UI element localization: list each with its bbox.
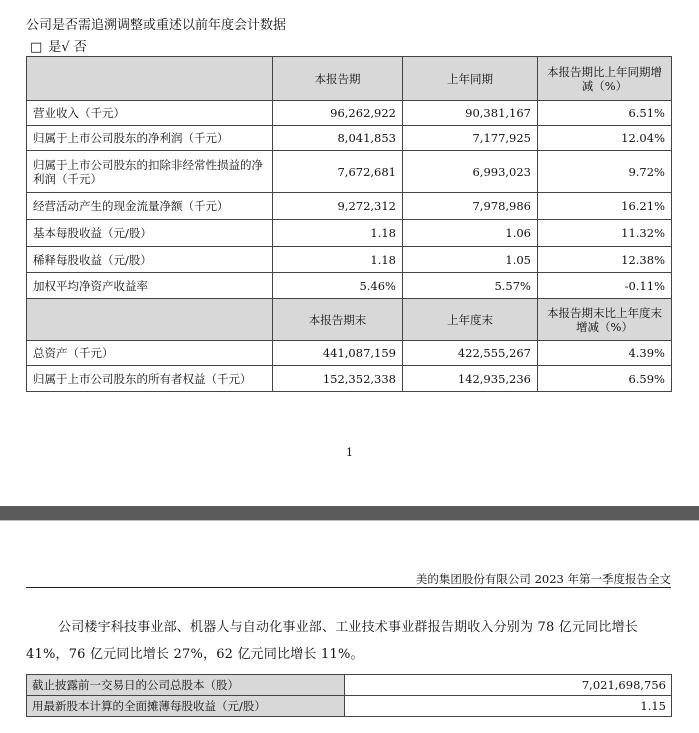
cell-current: 7,672,681 <box>273 151 403 193</box>
cell-current: 152,352,338 <box>273 366 403 392</box>
page-separator-line <box>0 520 699 521</box>
header-cell <box>27 299 273 341</box>
restatement-question: 公司是否需追溯调整或重述以前年度会计数据 <box>26 18 287 33</box>
cell-current: 8,041,853 <box>273 126 403 151</box>
cell-change: 6.59% <box>538 366 672 392</box>
page-separator <box>0 506 699 520</box>
header-cell: 上年度末 <box>403 299 538 341</box>
cell-current: 1.18 <box>273 220 403 247</box>
cell-change: 6.51% <box>538 101 672 126</box>
cell-current: 441,087,159 <box>273 341 403 366</box>
cell-change: 11.32% <box>538 220 672 247</box>
cell-prior: 142,935,236 <box>403 366 538 392</box>
cell-prior: 7,177,925 <box>403 126 538 151</box>
cell-current: 9,272,312 <box>273 193 403 220</box>
cell-change: 12.04% <box>538 126 672 151</box>
cell-change: 4.39% <box>538 341 672 366</box>
cell-change: 9.72% <box>538 151 672 193</box>
table-row <box>27 366 672 392</box>
table-row <box>27 151 672 193</box>
table-row <box>27 247 672 273</box>
row-label: 用最新股本计算的全面摊薄每股收益（元/股） <box>27 696 345 717</box>
report-header: 美的集团股份有限公司 2023 年第一季度报告全文 <box>415 572 671 586</box>
cell-prior: 1.06 <box>403 220 538 247</box>
cell-prior: 1.05 <box>403 247 538 273</box>
row-label: 加权平均净资产收益率 <box>27 273 273 299</box>
row-label: 营业收入（千元） <box>27 101 273 126</box>
check-mark-icon: √ <box>61 40 70 55</box>
financial-data-table <box>26 56 672 392</box>
cell-change: -0.11% <box>538 273 672 299</box>
header-cell: 上年同期 <box>403 57 538 101</box>
table-row <box>27 220 672 247</box>
row-label: 总资产（千元） <box>27 341 273 366</box>
cell-current: 1.18 <box>273 247 403 273</box>
header-rule <box>26 587 671 588</box>
cell-current: 96,262,922 <box>273 101 403 126</box>
checkbox-empty-icon: □ <box>30 40 43 55</box>
row-label: 经营活动产生的现金流量净额（千元） <box>27 193 273 220</box>
restatement-answer <box>30 36 87 55</box>
table-row <box>27 675 672 696</box>
row-label: 归属于上市公司股东的净利润（千元） <box>27 126 273 151</box>
table-row <box>27 126 672 151</box>
cell-prior: 7,978,986 <box>403 193 538 220</box>
row-label: 截止披露前一交易日的公司总股本（股） <box>27 675 345 696</box>
row-label: 基本每股收益（元/股） <box>27 220 273 247</box>
cell-change: 12.38% <box>538 247 672 273</box>
cell-prior: 422,555,267 <box>403 341 538 366</box>
table-header-row <box>27 57 672 101</box>
cell-change: 16.21% <box>538 193 672 220</box>
no-label: 否 <box>73 40 87 55</box>
header-cell: 本报告期末比上年度末增减（%） <box>538 299 672 341</box>
cell-prior: 6,993,023 <box>403 151 538 193</box>
cell-prior: 90,381,167 <box>403 101 538 126</box>
cell-current: 5.46% <box>273 273 403 299</box>
table-header-row <box>27 299 672 341</box>
table-row <box>27 193 672 220</box>
header-cell: 本报告期比上年同期增减（%） <box>538 57 672 101</box>
header-cell: 本报告期末 <box>273 299 403 341</box>
row-value: 7,021,698,756 <box>345 675 672 696</box>
row-label: 稀释每股收益（元/股） <box>27 247 273 273</box>
table-row <box>27 273 672 299</box>
page-number: 1 <box>346 446 353 459</box>
table-row <box>27 341 672 366</box>
table-row <box>27 101 672 126</box>
cell-prior: 5.57% <box>403 273 538 299</box>
paragraph-line: 公司楼宇科技事业部、机器人与自动化事业部、工业技术事业群报告期收入分别为 78 亿元同比增长 <box>58 620 639 635</box>
row-value: 1.15 <box>345 696 672 717</box>
header-cell: 本报告期 <box>273 57 403 101</box>
row-label: 归属于上市公司股东的所有者权益（千元） <box>27 366 273 392</box>
yes-label: 是 <box>48 40 62 55</box>
share-capital-table <box>26 674 672 717</box>
row-label: 归属于上市公司股东的扣除非经常性损益的净利润（千元） <box>27 151 273 193</box>
paragraph-line: 41%，76 亿元同比增长 27%，62 亿元同比增长 11%。 <box>26 647 364 662</box>
header-cell <box>27 57 273 101</box>
table-row <box>27 696 672 717</box>
